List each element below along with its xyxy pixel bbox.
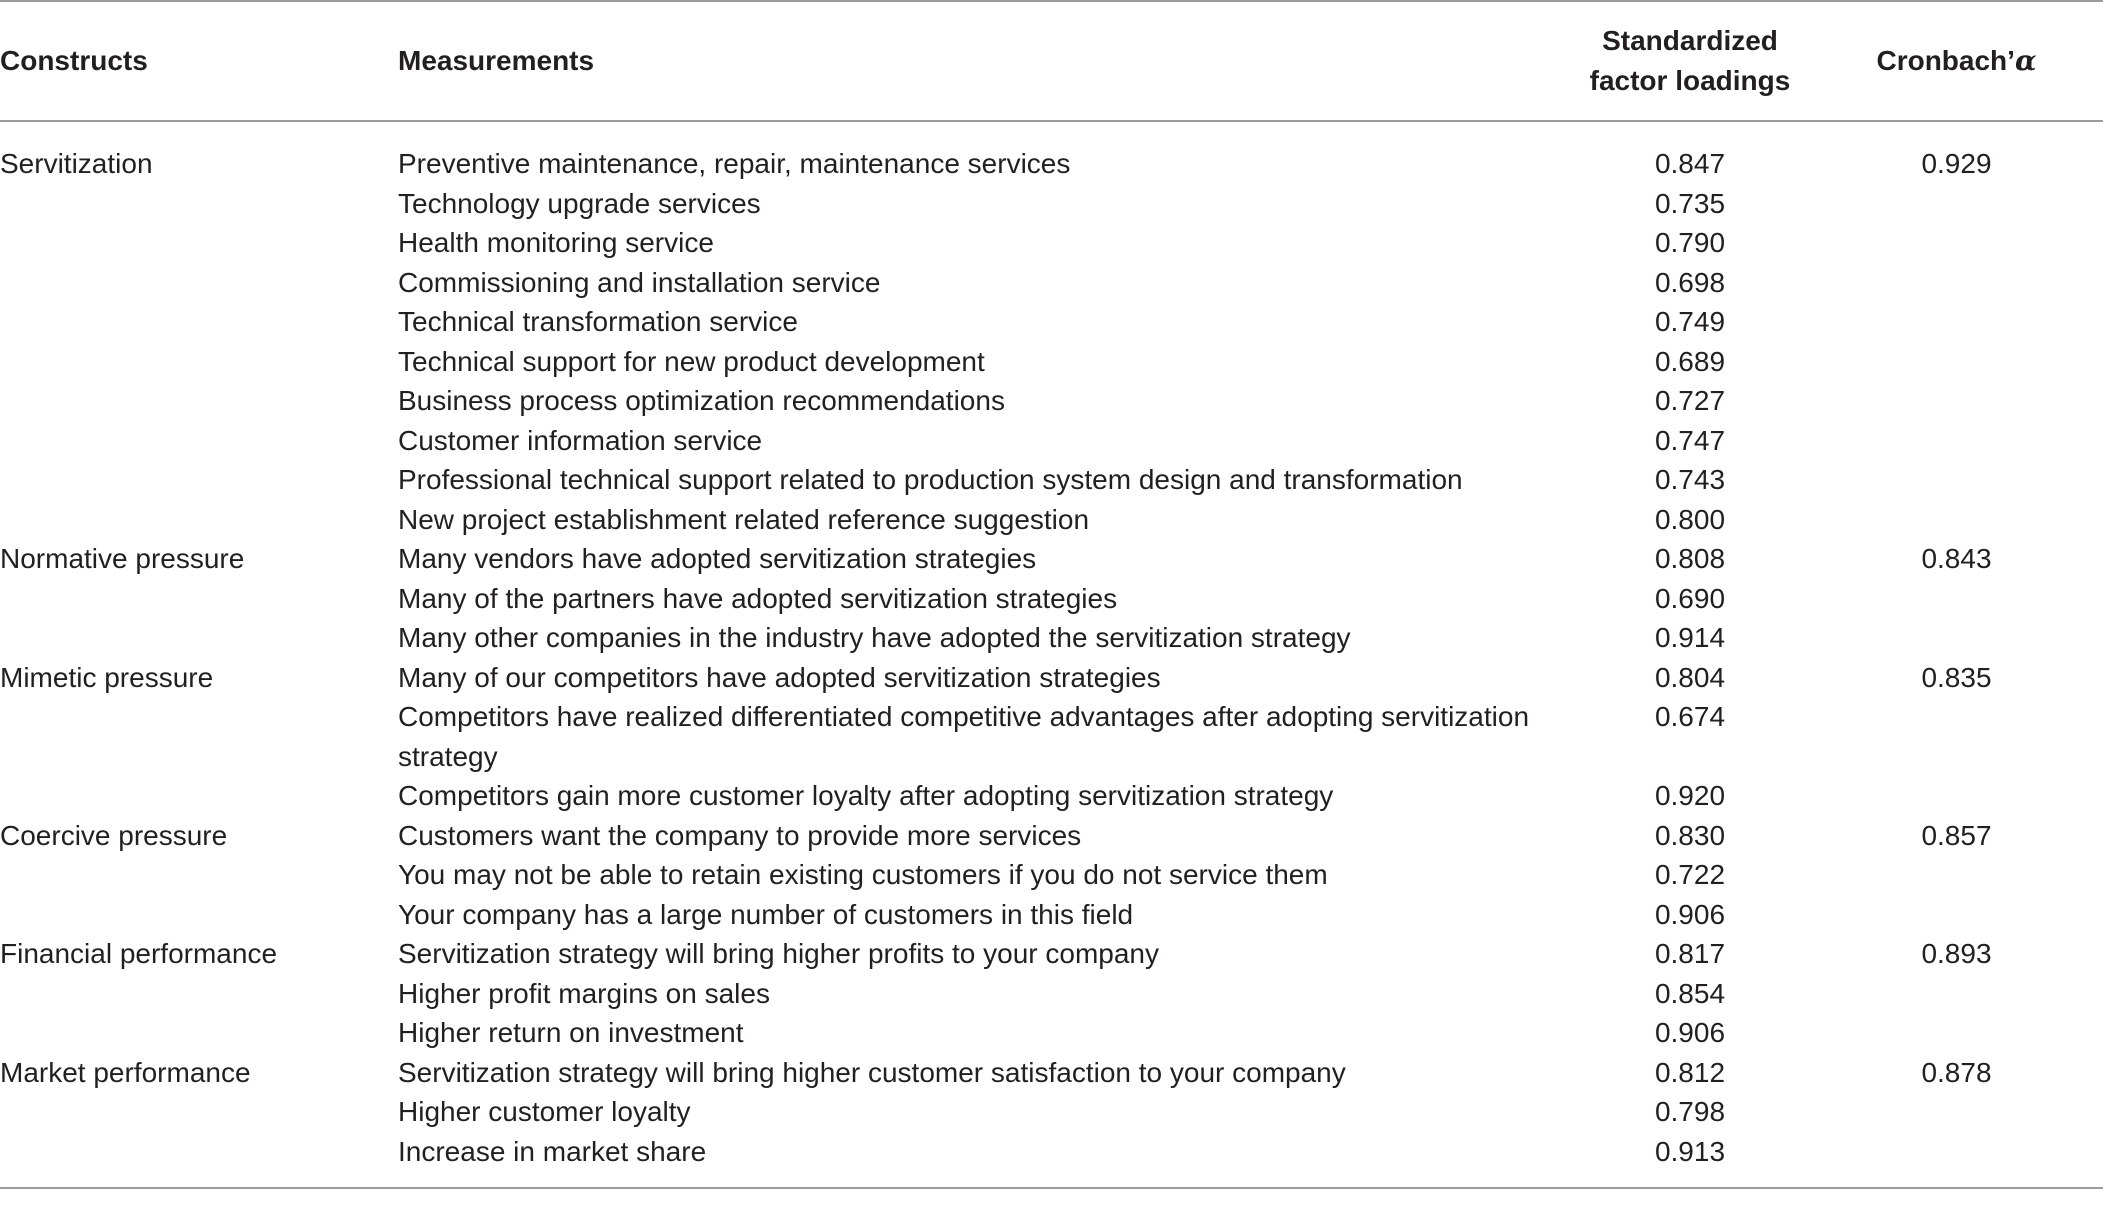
cronbach-alpha-cell — [1810, 184, 2103, 224]
measurement-cell: Technical support for new product development — [398, 345, 985, 377]
construct-cell — [0, 855, 398, 895]
table-row — [0, 1092, 2103, 1132]
table-row — [0, 184, 2103, 224]
factor-loading-cell: 0.808 — [1654, 543, 1726, 574]
measurement-cell: Health monitoring service — [398, 227, 714, 258]
table-row — [0, 974, 2103, 1014]
measurement-cell: Increase in market share — [398, 1135, 707, 1167]
table-row — [0, 381, 2103, 421]
construct-cell: Servitization — [0, 148, 153, 179]
cronbach-alpha-cell — [1810, 1013, 2103, 1053]
factor-loading-cell: 0.790 — [1654, 227, 1726, 258]
measurement-cell: Commissioning and installation service — [398, 266, 881, 298]
construct-cell — [0, 1132, 398, 1189]
cronbach-alpha-cell — [1810, 974, 2103, 1014]
measurement-cell: New project establishment related reference suggestion — [398, 503, 1090, 535]
construct-cell — [0, 1092, 398, 1132]
construct-cell — [0, 184, 398, 224]
table-row — [0, 658, 2103, 698]
cronbach-alpha-cell — [1810, 579, 2103, 619]
construct-cell: Financial performance — [0, 938, 278, 969]
construct-cell — [0, 421, 398, 461]
factor-loading-cell: 0.674 — [1654, 701, 1726, 732]
table-body — [0, 121, 2103, 1188]
factor-loading-cell: 0.735 — [1654, 187, 1726, 219]
header-loadings-line2: factor loadings — [1589, 65, 1791, 96]
table-row — [0, 342, 2103, 382]
factor-loading-cell: 0.830 — [1654, 819, 1726, 851]
cronbach-alpha-cell: 0.878 — [1921, 1056, 1992, 1088]
factor-loading-cell: 0.749 — [1654, 306, 1726, 337]
measurement-cell: Higher return on investment — [398, 1017, 744, 1048]
header-constructs: Constructs — [0, 1, 398, 121]
measurement-cell: Technical transformation service — [398, 306, 798, 337]
measurement-cell: Many vendors have adopted servitization strategies — [398, 543, 1037, 574]
measurement-cell: Your company has a large number of customers in this field — [398, 898, 1134, 930]
cronbach-alpha-cell: 0.893 — [1921, 938, 1992, 969]
factor-loading-cell: 0.698 — [1654, 266, 1726, 298]
construct-cell: Coercive pressure — [0, 819, 228, 851]
cronbach-alpha-cell: 0.835 — [1921, 661, 1992, 693]
factor-loading-cell: 0.722 — [1654, 859, 1726, 890]
measurement-cell: Higher customer loyalty — [398, 1096, 691, 1127]
construct-cell — [0, 895, 398, 935]
factor-loading-cell: 0.798 — [1654, 1096, 1726, 1127]
measurement-cell: Customer information service — [398, 424, 763, 456]
measurement-cell: Technology upgrade services — [398, 187, 761, 219]
cronbach-alpha-cell — [1810, 263, 2103, 303]
header-cronbach-alpha — [1810, 1, 2103, 121]
table-row — [0, 1053, 2103, 1093]
cronbach-alpha-cell — [1810, 776, 2103, 816]
factor-loading-cell: 0.817 — [1654, 938, 1726, 969]
header-alpha-symbol: α — [2014, 44, 2037, 77]
factor-loading-cell: 0.847 — [1654, 148, 1726, 179]
table-row — [0, 934, 2103, 974]
factor-loading-cell: 0.914 — [1654, 622, 1726, 653]
cronbach-alpha-cell — [1810, 302, 2103, 342]
cronbach-alpha-cell — [1810, 895, 2103, 935]
header-measurements: Measurements — [398, 1, 1570, 121]
construct-cell — [0, 302, 398, 342]
table-row — [0, 579, 2103, 619]
measurement-cell: Many of the partners have adopted servitization strategies — [398, 582, 1118, 614]
table-header — [0, 1, 2103, 121]
cronbach-alpha-cell — [1810, 618, 2103, 658]
construct-cell — [0, 579, 398, 619]
factor-loading-cell: 0.747 — [1654, 424, 1726, 456]
factor-loading-cell: 0.727 — [1654, 385, 1726, 416]
construct-cell — [0, 223, 398, 263]
factor-loading-cell: 0.689 — [1654, 345, 1726, 377]
construct-cell — [0, 342, 398, 382]
construct-cell — [0, 776, 398, 816]
measurement-cell: Many of our competitors have adopted servitization strategies — [398, 661, 1161, 693]
table-row — [0, 302, 2103, 342]
measurement-cell: Customers want the company to provide more services — [398, 819, 1082, 851]
measurement-cell: Preventive maintenance, repair, maintenance services — [398, 148, 1071, 179]
measurement-cell: Competitors have realized differentiated competitive advantages after adopting servitization strategy — [398, 701, 1530, 772]
table-row — [0, 1132, 2103, 1189]
table-row — [0, 1013, 2103, 1053]
table-row — [0, 697, 2103, 776]
table-row — [0, 223, 2103, 263]
measurement-cell: Professional technical support related to production system design and transformation — [398, 464, 1463, 495]
measurement-cell: Servitization strategy will bring higher profits to your company — [398, 938, 1160, 969]
table-row — [0, 121, 2103, 184]
table-row — [0, 776, 2103, 816]
measurement-cell: Higher profit margins on sales — [398, 977, 770, 1009]
cronbach-alpha-cell: 0.929 — [1921, 148, 1992, 179]
construct-cell: Mimetic pressure — [0, 661, 214, 693]
header-row — [0, 1, 2103, 121]
factor-loading-cell: 0.690 — [1654, 582, 1726, 614]
cronbach-alpha-cell — [1810, 460, 2103, 500]
cronbach-alpha-cell — [1810, 1132, 2103, 1189]
factor-loading-cell: 0.812 — [1654, 1056, 1726, 1088]
factor-loading-cell: 0.854 — [1654, 977, 1726, 1009]
factor-loading-cell: 0.906 — [1654, 898, 1726, 930]
table-footer-rule — [0, 1188, 2103, 1189]
table-row — [0, 500, 2103, 540]
cronbach-alpha-cell — [1810, 855, 2103, 895]
cronbach-alpha-cell — [1810, 1092, 2103, 1132]
measurement-cell: Servitization strategy will bring higher customer satisfaction to your company — [398, 1056, 1346, 1088]
factor-loading-cell: 0.800 — [1654, 503, 1726, 535]
construct-cell — [0, 381, 398, 421]
construct-cell — [0, 697, 398, 776]
construct-cell — [0, 618, 398, 658]
table-row — [0, 895, 2103, 935]
factor-loading-cell: 0.743 — [1654, 464, 1726, 495]
construct-cell — [0, 1013, 398, 1053]
table-row — [0, 263, 2103, 303]
cronbach-alpha-cell: 0.843 — [1921, 543, 1992, 574]
factor-loading-cell: 0.913 — [1654, 1135, 1726, 1167]
construct-cell — [0, 460, 398, 500]
cronbach-alpha-cell — [1810, 421, 2103, 461]
header-loadings-line1: Standardized — [1602, 25, 1778, 56]
construct-cell: Normative pressure — [0, 543, 245, 574]
factor-loading-cell: 0.920 — [1654, 780, 1726, 811]
header-standardized-factor-loadings — [1570, 1, 1810, 121]
measurement-cell: You may not be able to retain existing customers if you do not service them — [398, 859, 1328, 890]
bottom-rule — [0, 1188, 2103, 1189]
measurement-cell: Competitors gain more customer loyalty after adopting servitization strategy — [398, 780, 1334, 811]
header-alpha-prefix: Cronbach’ — [1876, 45, 2015, 76]
cronbach-alpha-cell — [1810, 381, 2103, 421]
cronbach-alpha-cell — [1810, 342, 2103, 382]
construct-cell — [0, 500, 398, 540]
table-row — [0, 816, 2103, 856]
cronbach-alpha-cell — [1810, 500, 2103, 540]
table-row — [0, 539, 2103, 579]
table-row — [0, 855, 2103, 895]
construct-cell — [0, 974, 398, 1014]
factor-loading-cell: 0.906 — [1654, 1017, 1726, 1048]
construct-cell — [0, 263, 398, 303]
construct-cell: Market performance — [0, 1056, 251, 1088]
cronbach-alpha-cell: 0.857 — [1921, 819, 1992, 851]
footer-rule-row — [0, 1188, 2103, 1189]
cronbach-alpha-cell — [1810, 697, 2103, 776]
measurement-cell: Business process optimization recommendations — [398, 385, 1005, 416]
factor-loading-cell: 0.804 — [1654, 661, 1726, 693]
table-row — [0, 421, 2103, 461]
measurement-cell: Many other companies in the industry have adopted the servitization strategy — [398, 622, 1351, 653]
cronbach-alpha-cell — [1810, 223, 2103, 263]
table-row — [0, 618, 2103, 658]
table-row — [0, 460, 2103, 500]
